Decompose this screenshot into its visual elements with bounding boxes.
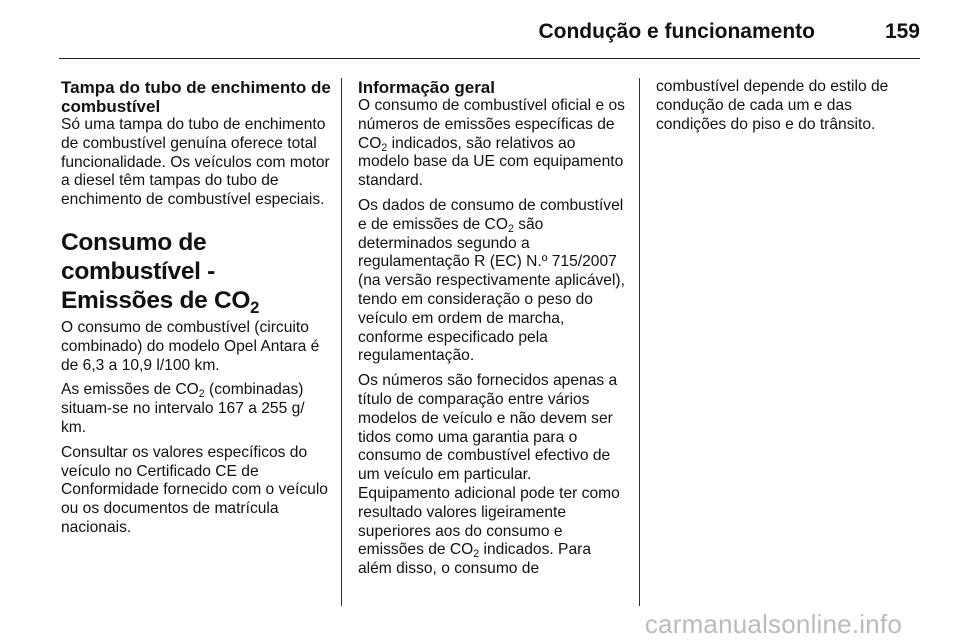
column-3 bbox=[656, 78, 926, 140]
continued-paragraph: combustível depende do estilo de condução de cada um e das condições do piso e do trânsito. bbox=[656, 78, 889, 133]
emissions-subscript: 2 bbox=[198, 388, 205, 401]
column-divider-1 bbox=[341, 78, 342, 606]
gi-p1-subscript: 2 bbox=[381, 141, 388, 154]
certificate-paragraph: Consultar os valores específicos do veículo no Certificado CE de Conformidade fornecido com o veículo ou os documentos de matrícula nacionais. bbox=[61, 443, 328, 536]
section-title-text: Consumo de combustível - Emissões de CO bbox=[61, 228, 251, 314]
gi-p4-text-a: Equipamento adicional pode ter como resultado valores ligeiramente superiores aos do consumo e emissões de CO bbox=[358, 484, 620, 559]
emissions-text-b: (combinadas) situam-se no intervalo 167 a 255 g/ km. bbox=[61, 381, 305, 436]
general-info-paragraph-1 bbox=[358, 97, 626, 191]
gi-p2-text-b: são determinados segundo a regulamentação R (EC) N.º 715/2007 (na versão respectivamente aplicável), tendo em consideração o peso do veículo em ordem de marcha, conforme especificado pela regulamentação. bbox=[358, 215, 625, 365]
header-rule bbox=[59, 58, 920, 59]
fuel-cap-heading: Tampa do tubo de enchimento de combustível bbox=[61, 78, 331, 116]
general-info-paragraph-3: Os números são fornecidos apenas a título de comparação entre vários modelos de veículo e não devem ser tidos como uma garantia para o consumo de combustível efectivo de um veículo em particular. bbox=[358, 372, 618, 484]
gi-p2-subscript: 2 bbox=[507, 222, 514, 235]
fuel-cap-paragraph: Só uma tampa do tubo de enchimento de combustível genuína oferece total funcionalidade. Os veículos com motor a diesel têm tampas do tubo de enchimento de combustível especiais. bbox=[61, 116, 330, 209]
gi-p1-text-a: O consumo de combustível oficial e os números de emissões específicas de CO bbox=[358, 97, 625, 152]
general-info-heading: Informação geral bbox=[358, 78, 495, 97]
page-number: 159 bbox=[884, 20, 920, 43]
general-info-paragraph-4 bbox=[358, 485, 626, 579]
emissions-paragraph bbox=[61, 381, 331, 437]
general-info-paragraph-2 bbox=[358, 197, 626, 366]
gi-p1-text-b: indicados, são relativos ao modelo base da UE com equipamento standard. bbox=[358, 134, 624, 190]
emissions-text-a: As emissões de CO bbox=[61, 381, 199, 399]
column-2 bbox=[358, 78, 626, 585]
fuel-consumption-section-title bbox=[61, 228, 331, 315]
column-1 bbox=[61, 78, 331, 544]
consumption-paragraph: O consumo de combustível (circuito combinado) do modelo Opel Antara é de 6,3 a 10,9 l/100 km. bbox=[61, 318, 320, 374]
chapter-title: Condução e funcionamento bbox=[538, 20, 815, 43]
watermark-text: carmanualsonline.info bbox=[644, 609, 902, 639]
gi-p2-text-a: Os dados de consumo de combustível e de emissões de CO bbox=[358, 196, 624, 233]
gi-p4-subscript: 2 bbox=[473, 548, 480, 561]
section-title-subscript: 2 bbox=[250, 297, 260, 317]
gi-p4-text-b: indicados. Para além disso, o consumo de bbox=[358, 541, 591, 578]
column-divider-2 bbox=[639, 78, 640, 606]
